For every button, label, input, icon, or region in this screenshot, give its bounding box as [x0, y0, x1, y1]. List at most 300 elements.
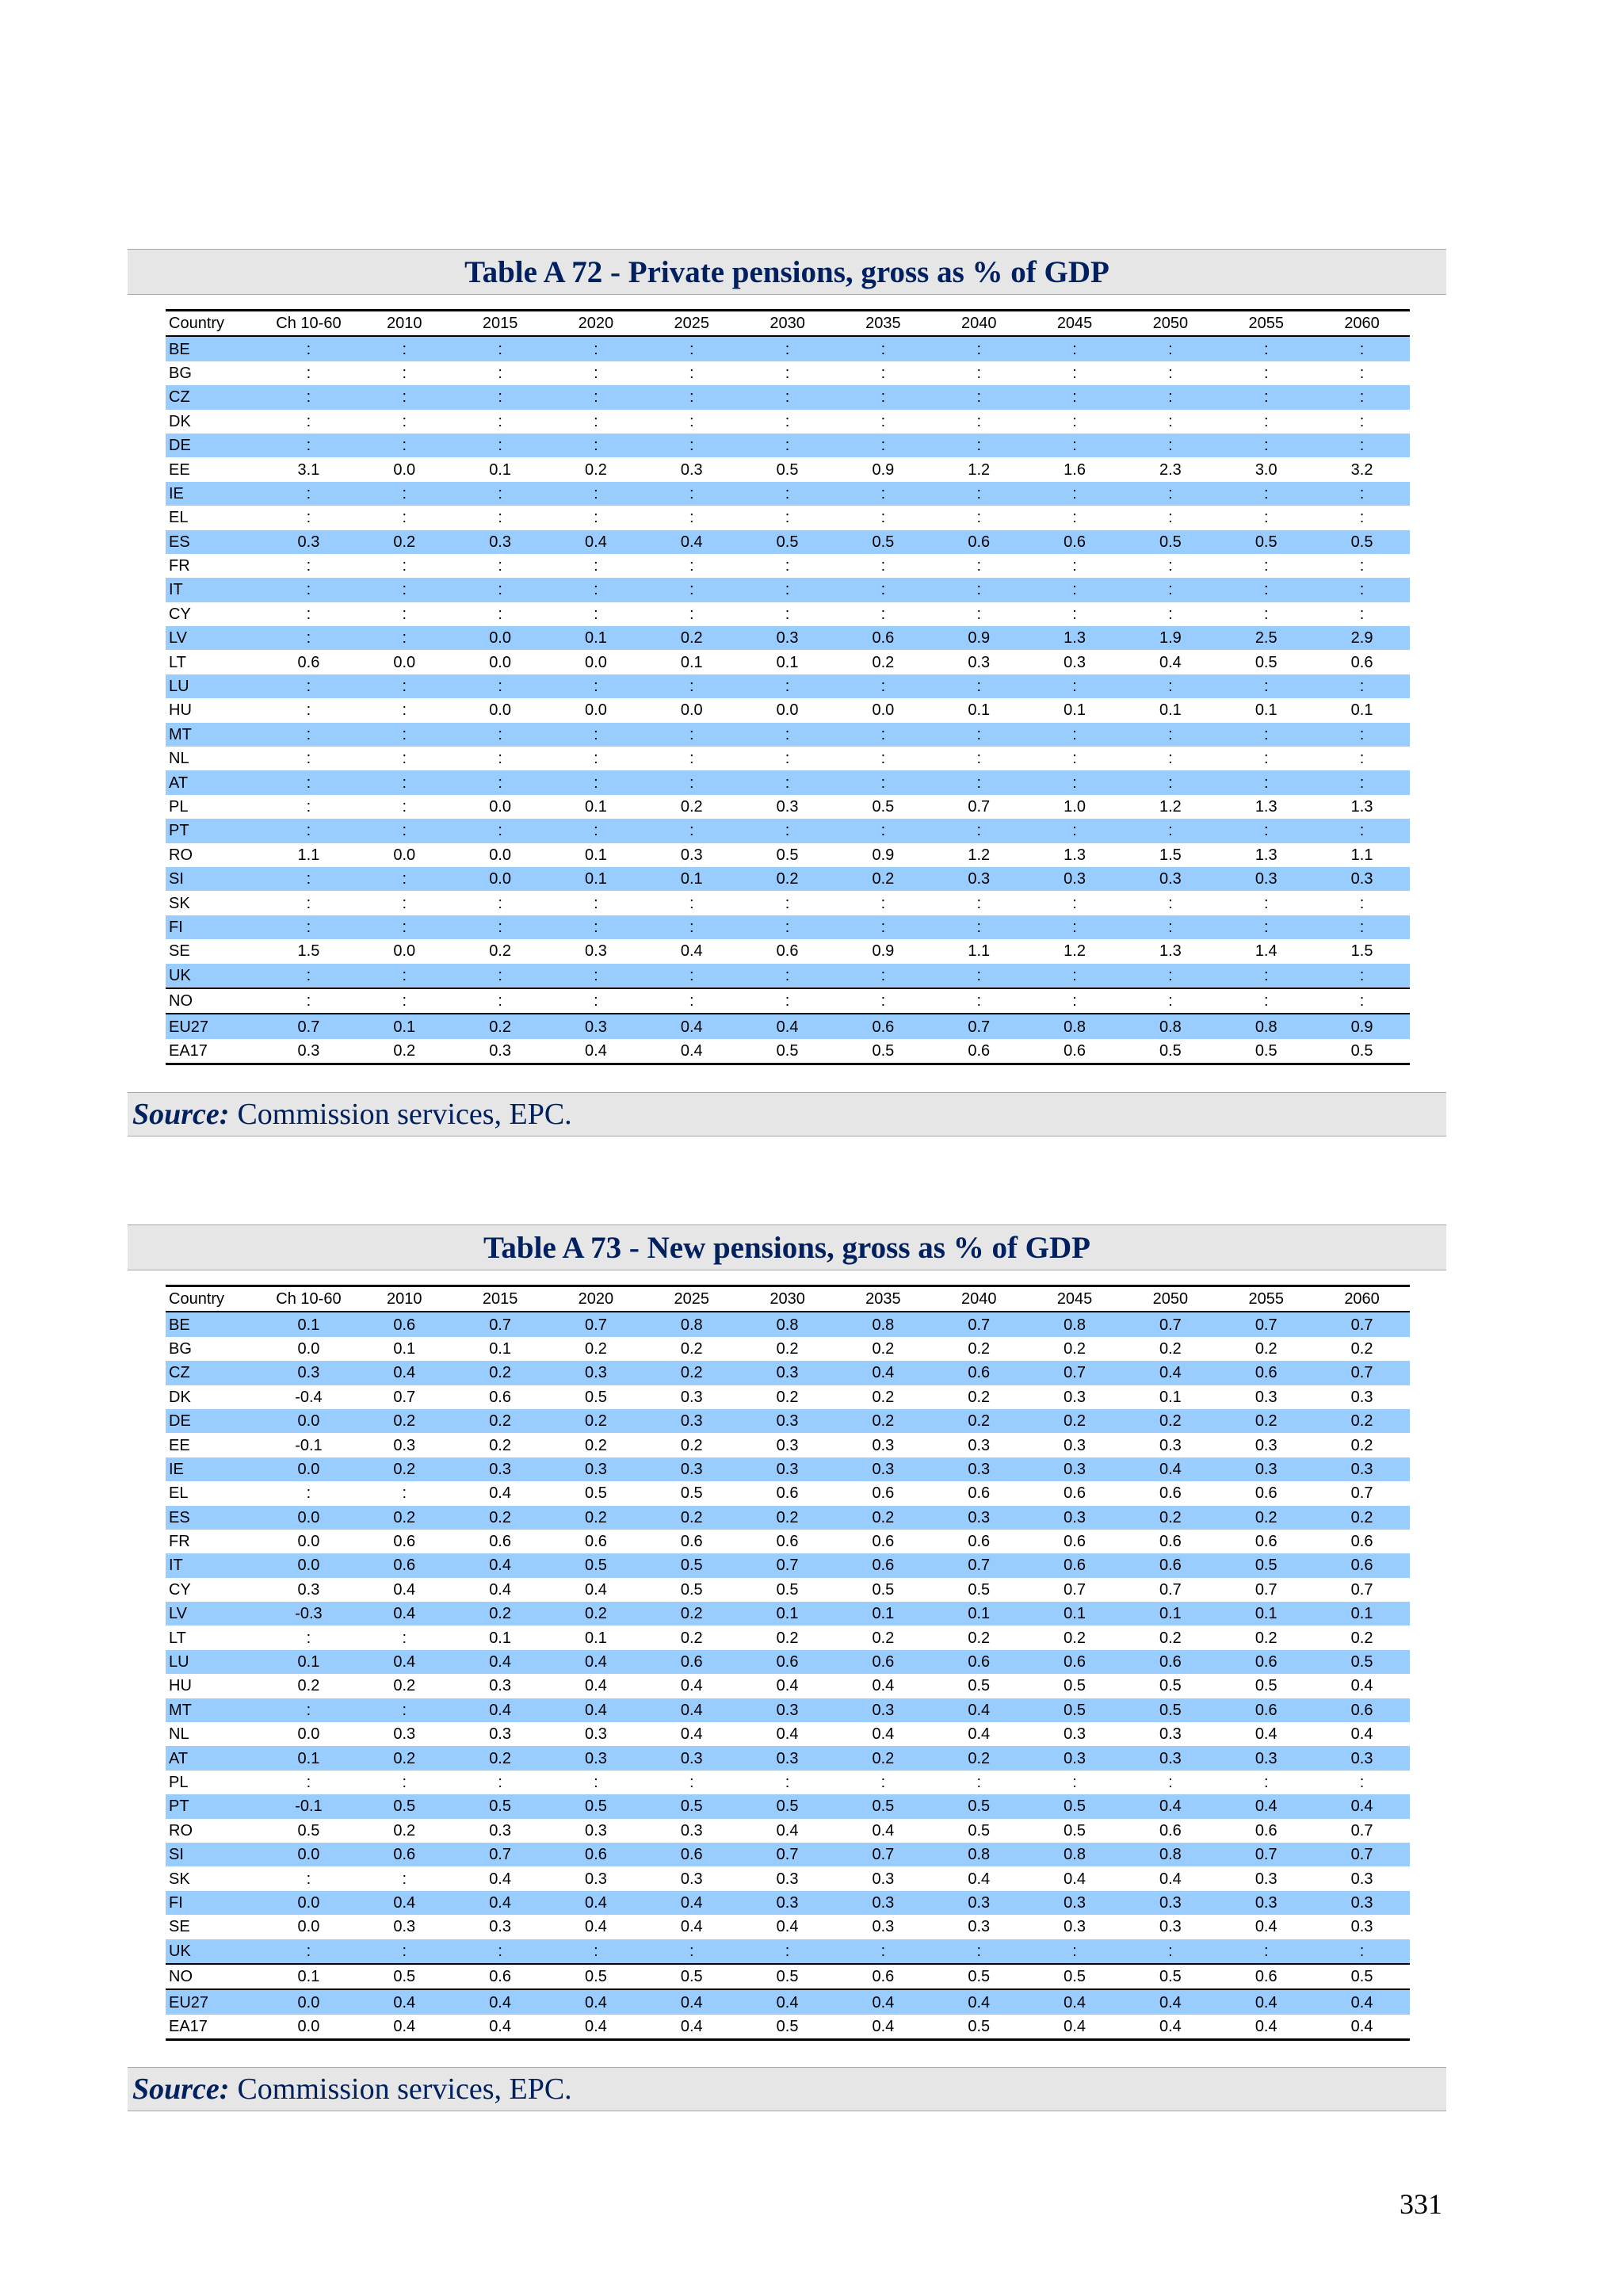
value-cell: 0.3 [1122, 1746, 1218, 1770]
value-cell: 0.3 [1027, 867, 1123, 891]
value-cell: : [880, 557, 886, 575]
value-cell: : [1359, 605, 1365, 623]
value-cell: : [402, 894, 407, 912]
value-cell: 0.2 [1027, 1409, 1123, 1433]
value-cell: : [306, 509, 311, 527]
table-row [166, 1530, 1410, 1553]
value-cell: : [835, 385, 931, 409]
value-cell: 0.5 [931, 1964, 1027, 1989]
value-cell: 0.2 [548, 1506, 644, 1530]
value-cell: : [689, 412, 694, 430]
value-cell: 0.5 [968, 1580, 991, 1599]
value-cell: : [594, 750, 598, 768]
value-cell: 0.2 [489, 942, 511, 961]
table-row [166, 578, 1410, 602]
value-cell: 0.4 [1218, 1794, 1314, 1818]
value-cell: 0.3 [489, 1677, 511, 1695]
value-cell: : [689, 750, 694, 768]
value-cell: 0.6 [835, 1553, 931, 1577]
value-cell: 0.4 [643, 530, 739, 554]
country-cell: MT [166, 1698, 261, 1722]
table-row [166, 457, 1410, 481]
value-cell: : [1122, 723, 1218, 747]
value-cell: 0.3 [1064, 1436, 1086, 1454]
value-cell: 0.3 [776, 1436, 799, 1454]
value-cell: 0.5 [1122, 530, 1218, 554]
value-cell: 0.0 [776, 701, 799, 720]
country-cell: LT [169, 653, 186, 671]
value-cell: 0.4 [1314, 1989, 1410, 2014]
value-cell: : [261, 988, 357, 1014]
value-cell: 0.4 [680, 1918, 703, 1936]
value-cell: 0.4 [357, 2015, 453, 2040]
value-cell: : [1072, 557, 1077, 575]
value-cell: : [261, 482, 357, 506]
value-cell: 0.3 [835, 1698, 931, 1722]
value-cell: 0.4 [968, 1725, 991, 1744]
value-cell: : [357, 578, 453, 602]
value-cell: 0.6 [489, 1533, 511, 1551]
value-cell: 0.5 [1122, 1039, 1218, 1064]
value-cell: 0.2 [776, 1629, 799, 1647]
value-cell: 1.5 [1159, 846, 1182, 864]
table-row [166, 867, 1410, 891]
table-row [166, 2015, 1410, 2040]
value-cell: 0.5 [1159, 1677, 1182, 1695]
value-cell: : [643, 434, 739, 457]
table-row [166, 530, 1410, 554]
column-header: 2035 [835, 1286, 931, 1312]
value-cell: 0.4 [680, 1725, 703, 1744]
table-row [166, 1481, 1410, 1505]
value-cell: : [835, 674, 931, 698]
country-cell: ES [166, 1506, 261, 1530]
value-cell: 0.5 [1314, 1964, 1410, 1989]
value-cell: : [1314, 964, 1410, 988]
value-cell: : [931, 964, 1027, 988]
value-cell: : [548, 988, 644, 1014]
value-cell: 0.0 [261, 1553, 357, 1577]
value-cell: 0.5 [453, 1794, 548, 1818]
value-cell: 0.6 [357, 1843, 453, 1866]
value-cell: 0.4 [1350, 1677, 1373, 1695]
value-cell: 0.6 [393, 1533, 416, 1551]
value-cell: 0.1 [585, 798, 607, 816]
value-cell: 0.2 [1122, 1409, 1218, 1433]
value-cell: : [785, 412, 790, 430]
value-cell: 0.3 [1254, 1436, 1277, 1454]
value-cell: : [1218, 819, 1314, 842]
column-header: 2030 [739, 1286, 835, 1312]
value-cell: 0.4 [548, 1989, 644, 2014]
value-cell: : [1122, 336, 1218, 361]
value-cell: 0.3 [643, 1746, 739, 1770]
value-cell: 0.2 [835, 1506, 931, 1530]
value-cell: : [1027, 674, 1123, 698]
country-cell: EL [169, 1484, 189, 1503]
value-cell: : [1122, 770, 1218, 794]
value-cell: 0.2 [931, 1409, 1027, 1433]
value-cell: : [1314, 1939, 1410, 1964]
value-cell: 0.1 [1159, 1388, 1182, 1406]
value-cell: 0.0 [453, 626, 548, 650]
value-cell: 0.6 [357, 1553, 453, 1577]
value-cell: 0.5 [739, 530, 835, 554]
country-cell: UK [166, 1939, 261, 1964]
value-cell: 0.3 [968, 1436, 991, 1454]
value-cell: 0.3 [393, 1725, 416, 1744]
column-header: 2025 [643, 311, 739, 337]
value-cell: 1.2 [1064, 942, 1086, 961]
value-cell: 0.7 [1122, 1312, 1218, 1336]
value-cell: : [1359, 509, 1365, 527]
value-cell: 1.3 [1064, 846, 1086, 864]
value-cell: 0.7 [1218, 1312, 1314, 1336]
value-cell: : [1027, 336, 1123, 361]
value-cell: : [548, 819, 644, 842]
value-cell: 0.6 [1122, 1553, 1218, 1577]
country-cell: LV [166, 1602, 261, 1626]
value-cell: 0.7 [453, 1312, 548, 1336]
value-cell: : [1027, 723, 1123, 747]
table-row [166, 1014, 1410, 1038]
value-cell: 0.9 [931, 626, 1027, 650]
value-cell: 0.1 [1027, 1602, 1123, 1626]
value-cell: 0.0 [585, 701, 607, 720]
value-cell: 0.4 [1122, 1794, 1218, 1818]
value-cell: 0.6 [835, 626, 931, 650]
value-cell: : [835, 434, 931, 457]
value-cell: : [785, 509, 790, 527]
value-cell: : [1122, 578, 1218, 602]
value-cell: : [548, 482, 644, 506]
value-cell: 0.0 [489, 653, 511, 671]
value-cell: 0.3 [680, 1870, 703, 1888]
country-cell: RO [169, 846, 193, 864]
page-number: 331 [1400, 2188, 1442, 2220]
value-cell: 0.7 [968, 798, 991, 816]
value-cell: 0.4 [739, 1989, 835, 2014]
value-cell: : [1263, 894, 1269, 912]
value-cell: 0.3 [739, 1361, 835, 1385]
value-cell: 0.2 [357, 1506, 453, 1530]
value-cell: : [689, 509, 694, 527]
value-cell: 0.2 [1254, 1629, 1277, 1647]
value-cell: : [453, 964, 548, 988]
value-cell: 0.4 [357, 1602, 453, 1626]
value-cell: 0.4 [453, 2015, 548, 2040]
value-cell: : [306, 364, 311, 382]
value-cell: : [739, 915, 835, 939]
value-cell: 0.0 [585, 653, 607, 671]
value-cell: 0.2 [357, 1746, 453, 1770]
value-cell: 0.8 [835, 1312, 931, 1336]
value-cell: 0.2 [968, 1388, 991, 1406]
country-cell: SK [169, 894, 190, 912]
value-cell: : [306, 557, 311, 575]
value-cell: 0.3 [453, 1039, 548, 1064]
value-cell: 0.7 [1254, 1580, 1277, 1599]
country-cell: EU27 [166, 1014, 261, 1038]
country-cell: CY [169, 605, 191, 623]
value-cell: : [643, 819, 739, 842]
value-cell: : [306, 701, 311, 720]
value-cell: 0.0 [453, 867, 548, 891]
value-cell: : [594, 1774, 598, 1791]
value-cell: : [1027, 578, 1123, 602]
value-cell: : [357, 915, 453, 939]
value-cell: 1.3 [1159, 942, 1182, 961]
value-cell: : [1314, 336, 1410, 361]
value-cell: 0.3 [548, 1014, 644, 1038]
value-cell: 0.6 [739, 1650, 835, 1674]
value-cell: : [931, 674, 1027, 698]
value-cell: 0.6 [1218, 1964, 1314, 1989]
country-cell: RO [169, 1821, 193, 1839]
value-cell: 0.3 [1314, 1891, 1410, 1915]
value-cell: : [1314, 674, 1410, 698]
value-cell: : [1359, 557, 1365, 575]
value-cell: 0.3 [835, 1891, 931, 1915]
column-header: 2035 [835, 311, 931, 337]
value-cell: : [739, 819, 835, 842]
value-cell: 0.2 [968, 1629, 991, 1647]
country-cell: EE [169, 1436, 190, 1454]
value-cell: 0.4 [643, 1698, 739, 1722]
value-cell: 0.5 [585, 1388, 607, 1406]
value-cell: 0.0 [489, 798, 511, 816]
value-cell: : [643, 988, 739, 1014]
value-cell: 0.5 [739, 2015, 835, 2040]
value-cell: 0.7 [931, 1553, 1027, 1577]
value-cell: 0.5 [1314, 1039, 1410, 1064]
value-cell: 0.4 [489, 1580, 511, 1599]
value-cell: : [880, 412, 886, 430]
table-row [166, 1433, 1410, 1457]
column-header: 2040 [931, 1286, 1027, 1312]
value-cell: 0.5 [835, 1039, 931, 1064]
value-cell: : [1122, 482, 1218, 506]
value-cell: 0.3 [1314, 867, 1410, 891]
value-cell: 0.7 [1350, 1580, 1373, 1599]
country-cell: SE [169, 1918, 190, 1936]
value-cell: 0.5 [548, 1964, 644, 1989]
value-cell: 0.7 [393, 1388, 416, 1406]
value-cell: 0.4 [548, 530, 644, 554]
value-cell: 0.4 [585, 1677, 607, 1695]
value-cell: : [1218, 385, 1314, 409]
country-cell: LU [166, 1650, 261, 1674]
value-cell: : [931, 819, 1027, 842]
value-cell: 1.2 [968, 460, 991, 479]
value-cell: 0.9 [872, 942, 895, 961]
country-cell: IT [166, 578, 261, 602]
value-cell: : [306, 1774, 311, 1791]
value-cell: 0.2 [643, 1361, 739, 1385]
value-cell: : [498, 605, 502, 623]
value-cell: : [976, 412, 982, 430]
value-cell: 0.2 [680, 1339, 703, 1358]
value-cell: 0.5 [872, 1580, 895, 1599]
value-cell: 0.5 [968, 1677, 991, 1695]
table-row [166, 1553, 1410, 1577]
value-cell: : [835, 964, 931, 988]
country-cell: EE [169, 460, 190, 479]
value-cell: : [1122, 819, 1218, 842]
value-cell: 0.3 [261, 530, 357, 554]
value-cell: 0.4 [1314, 1794, 1410, 1818]
value-cell: : [1122, 988, 1218, 1014]
value-cell: 0.3 [1122, 867, 1218, 891]
value-cell: 0.3 [1159, 1436, 1182, 1454]
value-cell: : [1359, 364, 1365, 382]
country-cell: FR [169, 557, 190, 575]
value-cell: : [643, 1939, 739, 1964]
value-cell: : [402, 412, 407, 430]
value-cell: 0.4 [453, 1891, 548, 1915]
value-cell: 3.0 [1254, 460, 1277, 479]
value-cell: : [880, 509, 886, 527]
column-header: 2030 [739, 311, 835, 337]
value-cell: : [402, 364, 407, 382]
value-cell: 1.6 [1064, 460, 1086, 479]
value-cell: 0.7 [548, 1312, 644, 1336]
value-cell: 0.6 [1027, 1650, 1123, 1674]
value-cell: 0.2 [739, 867, 835, 891]
value-cell: 0.3 [643, 1457, 739, 1481]
value-cell: : [402, 509, 407, 527]
value-cell: : [976, 364, 982, 382]
value-cell: 0.3 [931, 1457, 1027, 1481]
value-cell: 0.3 [489, 1821, 511, 1839]
value-cell: : [1218, 434, 1314, 457]
value-cell: : [548, 964, 644, 988]
table-row [166, 336, 1410, 361]
country-cell: IT [166, 1553, 261, 1577]
value-cell: 0.4 [585, 1580, 607, 1599]
value-cell: 0.3 [931, 1891, 1027, 1915]
table-row [166, 843, 1410, 867]
country-cell: SK [169, 1870, 190, 1888]
value-cell: : [453, 674, 548, 698]
table-row [166, 1722, 1410, 1746]
value-cell: 0.4 [1254, 1918, 1277, 1936]
value-cell: 0.1 [1064, 701, 1086, 720]
value-cell: 0.2 [643, 1506, 739, 1530]
source-text: Commission services, EPC. [237, 2073, 572, 2106]
value-cell: 0.3 [1350, 1870, 1373, 1888]
value-cell: 1.2 [1159, 798, 1182, 816]
value-cell: 0.3 [739, 1698, 835, 1722]
value-cell: 0.6 [1254, 1533, 1277, 1551]
value-cell: 0.5 [739, 1964, 835, 1989]
value-cell: 0.6 [1122, 1650, 1218, 1674]
value-cell: 0.2 [835, 1746, 931, 1770]
table-row [166, 891, 1410, 915]
value-cell: 0.6 [643, 1650, 739, 1674]
value-cell: : [402, 701, 407, 720]
value-cell: 0.5 [680, 1580, 703, 1599]
country-cell: ES [166, 530, 261, 554]
value-cell: 0.2 [357, 1457, 453, 1481]
value-cell: 0.2 [357, 1039, 453, 1064]
value-cell: : [1263, 750, 1269, 768]
value-cell: 0.3 [680, 1821, 703, 1839]
value-cell: 0.3 [776, 798, 799, 816]
value-cell: : [1263, 1774, 1269, 1791]
value-cell: 0.5 [357, 1964, 453, 1989]
value-cell: 0.3 [872, 1436, 895, 1454]
value-cell: : [306, 1484, 311, 1503]
value-cell: 0.2 [453, 1409, 548, 1433]
value-cell: : [785, 557, 790, 575]
table-row [166, 747, 1410, 770]
value-cell: 0.5 [297, 1821, 320, 1839]
value-cell: 0.6 [1314, 1698, 1410, 1722]
value-cell: 0.6 [1159, 1484, 1182, 1503]
value-cell: 0.4 [1218, 1989, 1314, 2014]
value-cell: : [1263, 412, 1269, 430]
value-cell: : [1218, 1939, 1314, 1964]
value-cell: 0.3 [680, 460, 703, 479]
value-cell: : [1314, 988, 1410, 1014]
country-cell: BG [169, 364, 192, 382]
value-cell: : [739, 723, 835, 747]
value-cell: : [1072, 412, 1077, 430]
value-cell: 0.2 [680, 1436, 703, 1454]
value-cell: : [357, 385, 453, 409]
value-cell: : [357, 434, 453, 457]
value-cell: 0.8 [1218, 1014, 1314, 1038]
value-cell: : [548, 770, 644, 794]
table-a72-source [128, 1092, 1446, 1137]
value-cell: 0.3 [931, 1506, 1027, 1530]
value-cell: 0.3 [1027, 1891, 1123, 1915]
table-row [166, 602, 1410, 626]
value-cell: 0.6 [453, 1964, 548, 1989]
value-cell: : [835, 336, 931, 361]
value-cell: 0.2 [1254, 1339, 1277, 1358]
value-cell: : [1218, 674, 1314, 698]
value-cell: 0.5 [1218, 1553, 1314, 1577]
table-row [166, 1602, 1410, 1626]
value-cell: 0.5 [680, 1484, 703, 1503]
value-cell: : [498, 750, 502, 768]
value-cell: : [357, 482, 453, 506]
value-cell: 0.4 [453, 1650, 548, 1674]
value-cell: : [261, 915, 357, 939]
value-cell: 0.8 [1027, 1312, 1123, 1336]
value-cell: : [689, 364, 694, 382]
value-cell: 0.4 [835, 1361, 931, 1385]
value-cell: : [1218, 964, 1314, 988]
table-row [166, 674, 1410, 698]
value-cell: 0.4 [643, 1891, 739, 1915]
value-cell: 0.2 [1350, 1629, 1373, 1647]
value-cell: 0.4 [548, 2015, 644, 2040]
value-cell: : [643, 385, 739, 409]
column-header: 2060 [1314, 1286, 1410, 1312]
value-cell: 0.5 [548, 1794, 644, 1818]
value-cell: 0.6 [1159, 1821, 1182, 1839]
value-cell: 1.3 [1254, 798, 1277, 816]
value-cell: : [1359, 412, 1365, 430]
value-cell: 0.7 [1350, 1821, 1373, 1839]
country-cell: BG [169, 1339, 192, 1358]
value-cell: 0.6 [489, 1388, 511, 1406]
value-cell: 0.2 [453, 1746, 548, 1770]
value-cell: 0.0 [297, 1725, 320, 1744]
